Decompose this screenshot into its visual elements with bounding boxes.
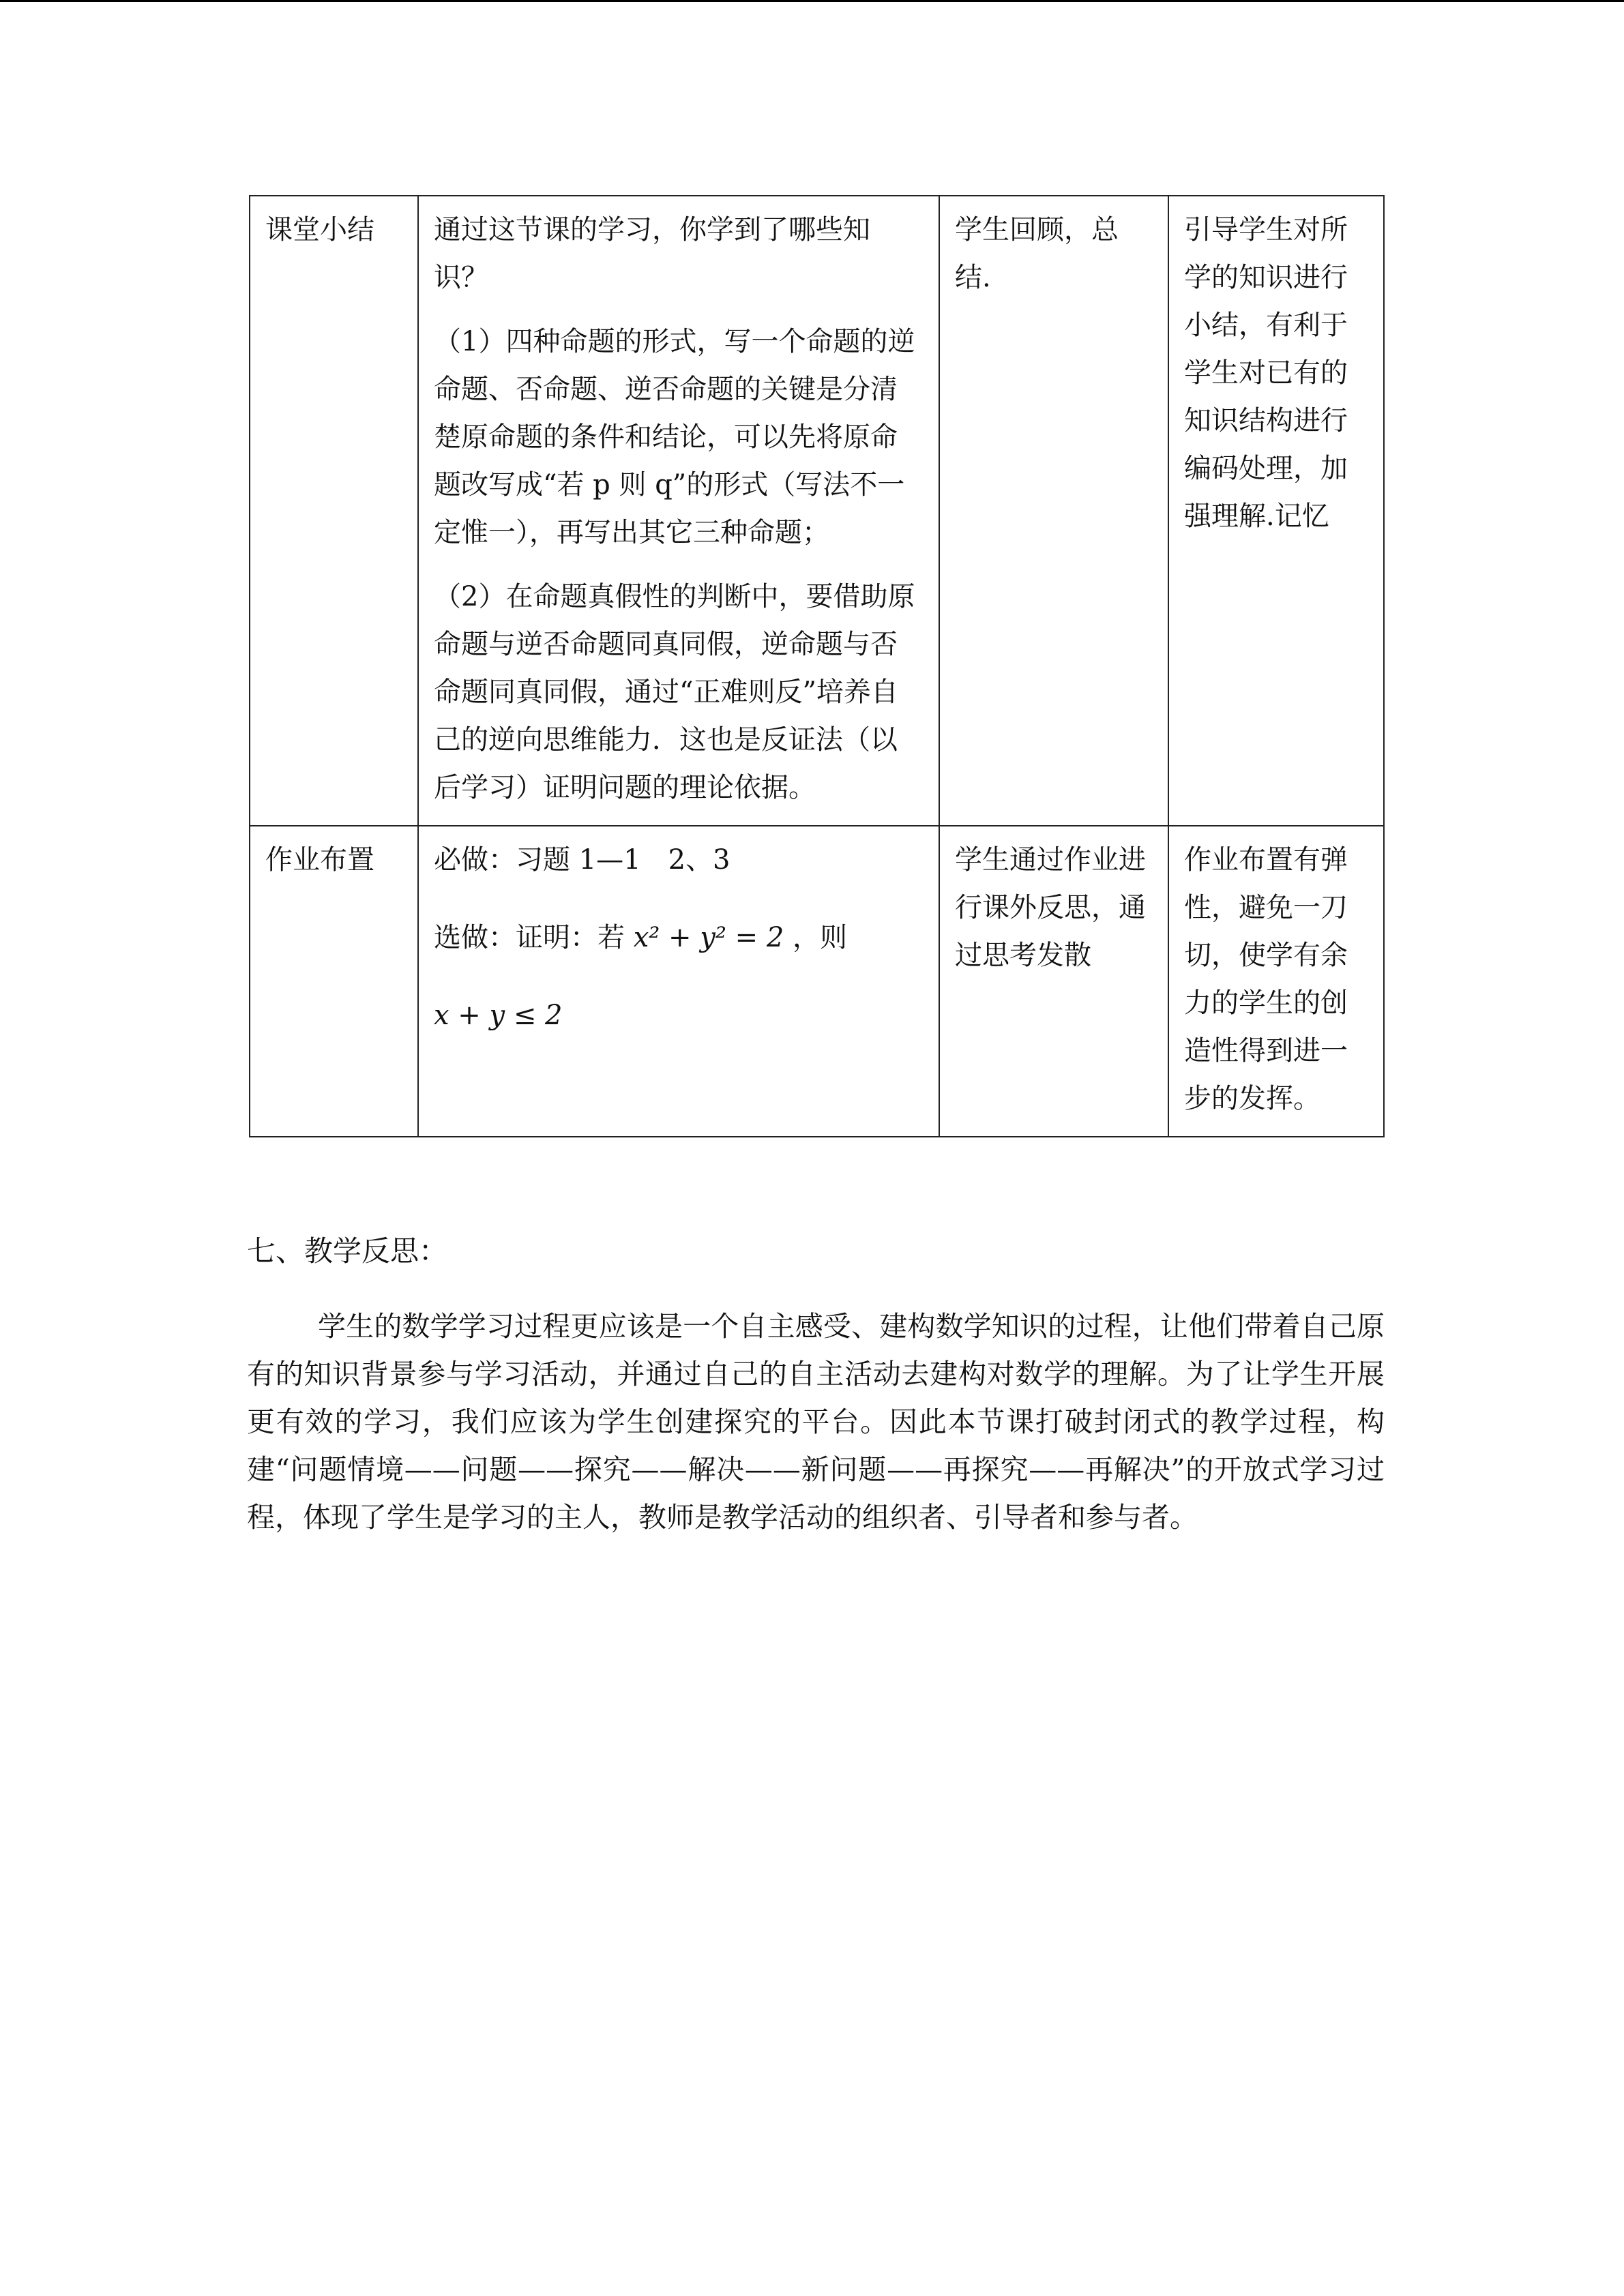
content-cell	[418, 826, 939, 1137]
reflection-paragraph: 学生的数学学习过程更应该是一个自主感受、建构数学知识的过程，让他们带着自己原有的知识背景参与学习活动，并通过自己的自主活动去建构对数学的理解。为了让学生开展更有效的学习，我们应该为学生创建探究的平台。因此本节课打破封闭式的教学过程，构建“问题情境——问题——探究——解决——新问题——再探究——再解决”的开放式学习过程，体现了学生是学习的主人，教师是教学活动的组织者、引导者和参与者。	[247, 1310, 1385, 1534]
required-homework: 必做：习题 1—1 2、3	[434, 844, 730, 876]
content-cell	[418, 196, 939, 826]
stage-cell	[250, 196, 418, 826]
formula-circle-equation: x² + y² = 2	[633, 922, 784, 953]
design-intent-text: 引导学生对所学的知识进行小结，有利于学生对已有的知识结构进行编码处理，加强理解.记忆	[1184, 214, 1348, 532]
stage-label: 课堂小结	[265, 214, 374, 245]
reflection-heading: 七、教学反思：	[247, 1234, 448, 1268]
student-activity-cell	[939, 196, 1168, 826]
optional-homework-suffix: ，则	[793, 922, 848, 953]
student-activity-text: 学生通过作业进行课外反思，通过思考发散	[955, 844, 1146, 971]
student-activity-cell	[939, 826, 1168, 1137]
optional-homework-prefix: 选做：证明：若	[434, 922, 625, 953]
summary-point-2: （2）在命题真假性的判断中，要借助原命题与逆否命题同真同假，逆命题与否命题同真同假，通过“正难则反”培养自己的逆向思维能力．这也是反证法（以后学习）证明问题的理论依据。	[434, 581, 915, 803]
stage-cell	[250, 826, 418, 1137]
summary-point-1: （1）四种命题的形式，写一个命题的逆命题、否命题、逆否命题的关键是分清楚原命题的条件和结论，可以先将原命题改写成“若 p 则 q”的形式（写法不一定惟一），再写出其它三种命题；	[434, 326, 915, 548]
table-row	[250, 196, 1384, 826]
design-intent-cell	[1168, 826, 1384, 1137]
lesson-plan-table	[249, 195, 1385, 1137]
page-top-border	[0, 0, 1624, 2]
formula-inequality: x + y ≤ 2	[434, 1000, 563, 1031]
stage-label: 作业布置	[265, 844, 374, 876]
optional-homework-conclusion	[434, 992, 924, 1039]
design-intent-cell	[1168, 196, 1384, 826]
optional-homework	[434, 914, 924, 961]
student-activity-text: 学生回顾，总结.	[955, 214, 1119, 293]
summary-question: 通过这节课的学习，你学到了哪些知识？	[434, 214, 870, 293]
table-row	[250, 826, 1384, 1137]
design-intent-text: 作业布置有弹性，避免一刀切，使学有余力的学生的创造性得到进一步的发挥。	[1184, 844, 1348, 1114]
